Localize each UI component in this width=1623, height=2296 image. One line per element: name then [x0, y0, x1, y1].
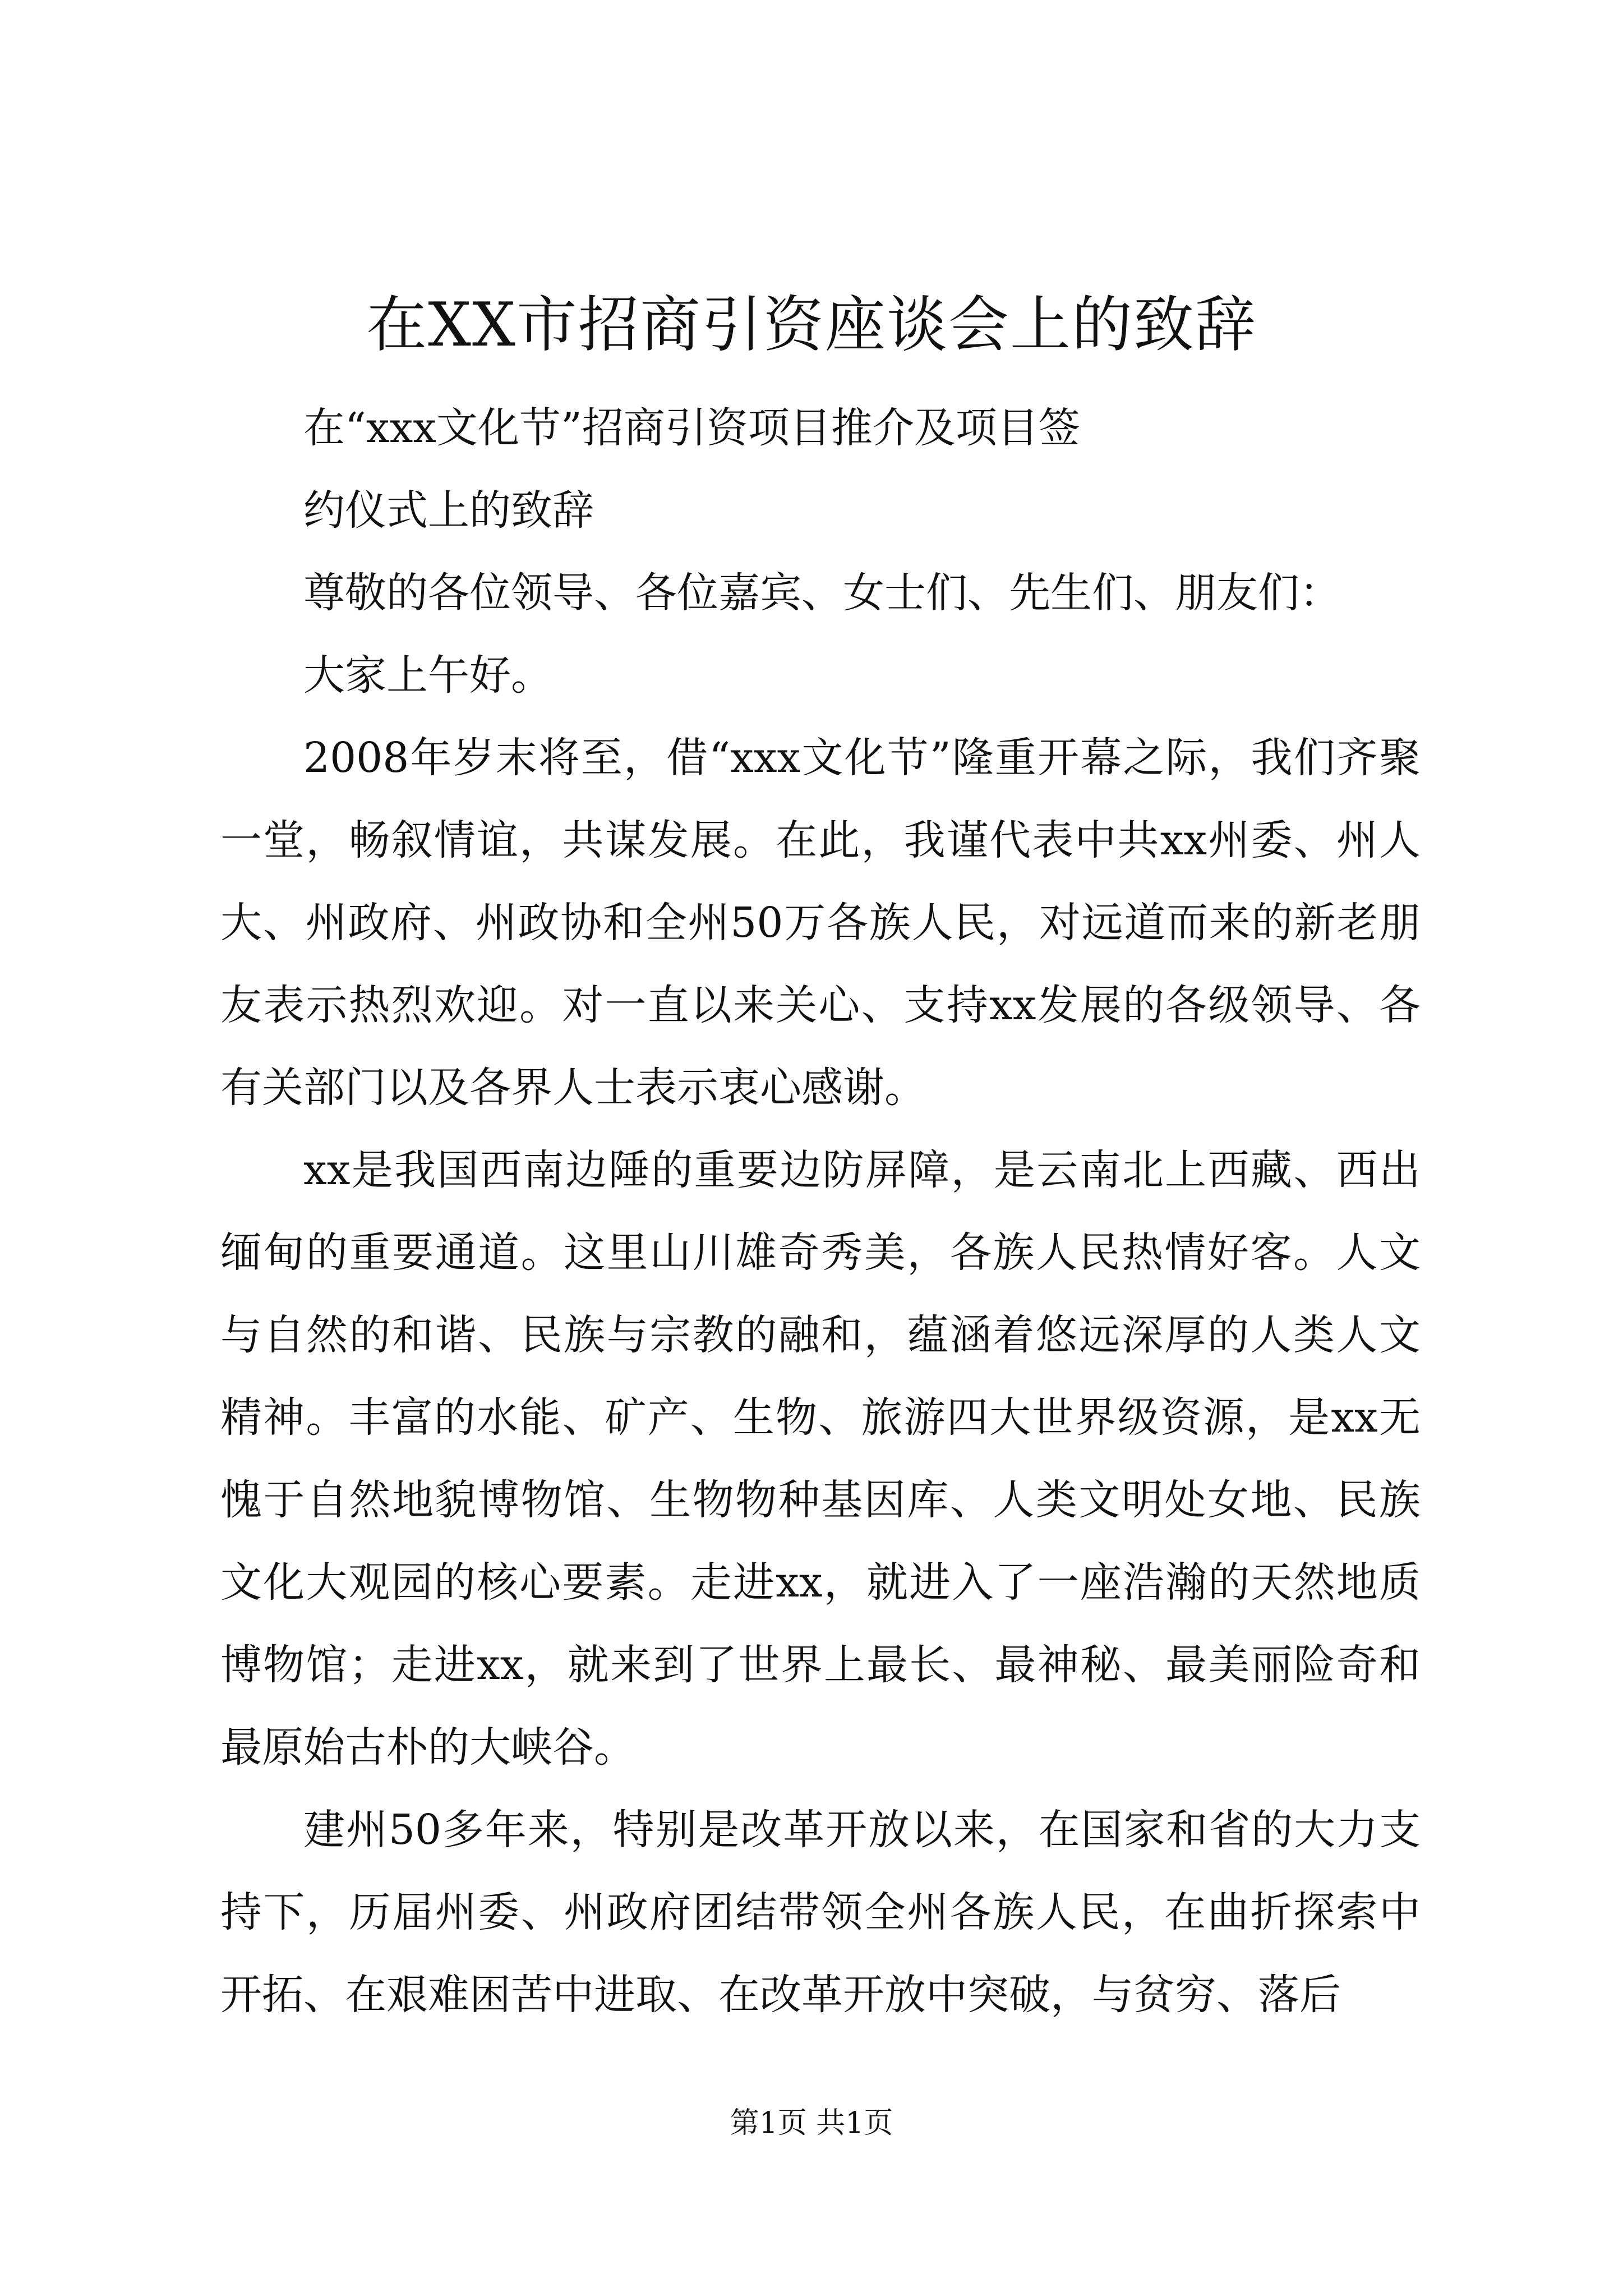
paragraph: 2008年岁末将至，借“xxx文化节”隆重开幕之际，我们齐聚一堂，畅叙情谊，共谋发展。在此，我谨代表中共xx州委、州人大、州政府、州政协和全州50万各族人民，对远道而来的新老朋友表示热烈欢迎。对一直以来关心、支持xx发展的各级领导、各有关部门以及各界人士表示衷心感谢。	[220, 734, 1421, 1112]
document-body	[220, 387, 1421, 2036]
subtitle-line-1: 在“xxx文化节”招商引资项目推介及项目签	[303, 404, 1080, 452]
document-title: 在XX市招商引资座谈会上的致辞	[366, 290, 1257, 360]
paragraph: xx是我国西南边陲的重要边防屏障，是云南北上西藏、西出缅甸的重要通道。这里山川雄奇秀美，各族人民热情好客。人文与自然的和谐、民族与宗教的融和，蕴涵着悠远深厚的人类人文精神。丰富的水能、矿产、生物、旅游四大世界级资源，是xx无愧于自然地貌博物馆、生物物种基因库、人类文明处女地、民族文化大观园的核心要素。走进xx，就进入了一座浩瀚的天然地质博物馆；走进xx，就来到了世界上最长、最神秘、最美丽险奇和最原始古朴的大峡谷。	[220, 1146, 1421, 1772]
subtitle-line-2: 约仪式上的致辞	[303, 486, 594, 535]
page-footer: 第1页 共1页	[730, 2106, 893, 2140]
greeting: 大家上午好。	[303, 651, 552, 700]
paragraph: 建州50多年来，特别是改革开放以来，在国家和省的大力支持下，历届州委、州政府团结带领全州各族人民，在曲折探索中开拓、在艰难困苦中进取、在改革开放中突破，与贫穷、落后	[220, 1806, 1421, 2019]
salutation: 尊敬的各位领导、各位嘉宾、女士们、先生们、朋友们：	[303, 569, 1341, 617]
